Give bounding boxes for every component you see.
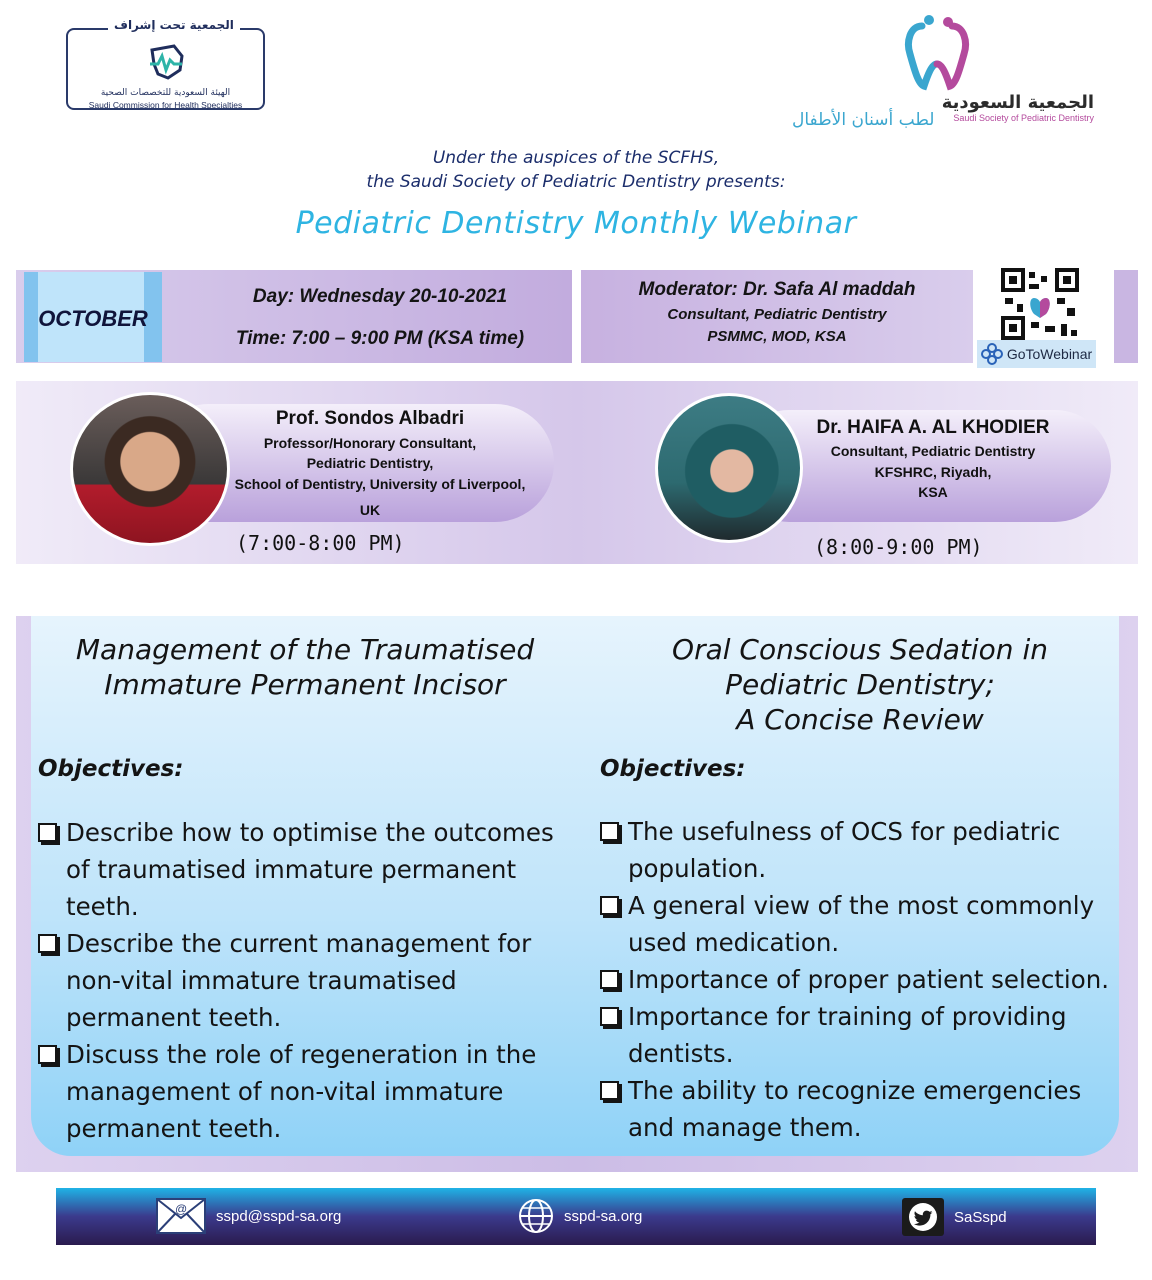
sspd-arabic-line2: لطب أسنان الأطفال [792, 110, 935, 130]
objective-text: Describe how to optimise the outcomes of traumatised immature permanent teeth. [66, 818, 554, 921]
scfhs-arabic-top: الجمعية تحت إشراف [108, 18, 240, 32]
envelope-icon [156, 1198, 206, 1234]
checkbox-icon [600, 896, 619, 915]
footer-email[interactable] [156, 1198, 341, 1234]
moderator-name: Moderator: Dr. Safa Al maddah [638, 279, 916, 300]
speaker-1-country: UK [359, 502, 381, 518]
objective-text: A general view of the most commonly used medication. [628, 891, 1095, 957]
speaker-2-title: Consultant, Pediatric Dentistry [830, 443, 1036, 459]
topic-2-title-line: Oral Conscious Sedation in [672, 633, 1048, 666]
objective-item [598, 961, 1128, 998]
objective-item [598, 887, 1128, 961]
speaker-2-photo [655, 393, 803, 543]
footer-twitter[interactable] [902, 1198, 1007, 1236]
speaker-1-specialty: Pediatric Dentistry, [306, 455, 434, 471]
month-label: OCTOBER [38, 306, 148, 331]
intro-line-1: Under the auspices of the SCFHS, [432, 148, 720, 168]
qr-code-icon[interactable] [1001, 268, 1079, 340]
speaker-2-name: Dr. HAIFA A. AL KHODIER [816, 417, 1050, 438]
scfhs-map-icon [144, 40, 188, 84]
topic-1-objectives-label: Objectives: [38, 756, 184, 782]
topic-2-objectives-label: Objectives: [600, 756, 746, 782]
objective-item [598, 1072, 1128, 1146]
gotowebinar-label: GoToWebinar [1006, 346, 1093, 362]
footer-twitter-text[interactable]: SaSspd [954, 1208, 1007, 1226]
checkbox-icon [38, 934, 57, 953]
speaker-2-country: KSA [918, 484, 948, 500]
twitter-bird-icon [908, 1202, 938, 1232]
objective-item [36, 1036, 581, 1147]
topic-2-title [600, 632, 1120, 737]
objective-text: Describe the current management for non-vital immature traumatised permanent teeth. [66, 929, 532, 1032]
scfhs-english-name: Saudi Commission for Health Specialties [88, 100, 243, 110]
sspd-logo [788, 14, 1098, 129]
topic-2-title-line: Pediatric Dentistry; [725, 668, 995, 701]
svg-text:@: @ [175, 1202, 188, 1216]
scfhs-logo [66, 18, 265, 110]
event-time: Time: 7:00 – 9:00 PM (KSA time) [235, 328, 525, 349]
moderator-role: Consultant, Pediatric Dentistry [667, 306, 887, 323]
objective-text: Importance of proper patient selection. [628, 965, 1110, 994]
globe-icon [518, 1198, 554, 1234]
topic-1-title [40, 632, 570, 702]
gotowebinar-badge[interactable] [977, 340, 1096, 368]
checkbox-icon [38, 1045, 57, 1064]
objective-text: Importance for training of providing dentists. [628, 1002, 1067, 1068]
speaker-1-institution: School of Dentistry, University of Liverpool, [234, 476, 526, 492]
sspd-arabic-line1: الجمعية السعودية [941, 92, 1094, 113]
twitter-icon [902, 1198, 944, 1236]
topic-1-title-line: Management of the Traumatised [75, 633, 535, 666]
speaker-1-name: Prof. Sondos Albadri [275, 408, 465, 429]
footer-email-text[interactable]: sspd@sspd-sa.org [216, 1207, 342, 1225]
moderator-institution: PSMMC, MOD, KSA [707, 328, 847, 345]
scfhs-arabic-name: الهيئة السعودية للتخصصات الصحية [100, 88, 231, 98]
sspd-english-name: Saudi Society of Pediatric Dentistry [953, 113, 1094, 123]
topic-2-title-line: A Concise Review [736, 703, 984, 736]
speaker-2-institution: KFSHRC, Riyadh, [874, 464, 992, 480]
objective-text: The ability to recognize emergencies and manage them. [628, 1076, 1082, 1142]
checkbox-icon [600, 822, 619, 841]
topic-1-objectives-list [36, 814, 581, 1147]
speaker-1-time-slot: (7:00-8:00 PM) [236, 531, 405, 555]
objective-text: The usefulness of OCS for pediatric population. [628, 817, 1061, 883]
speaker-2-time-slot: (8:00-9:00 PM) [814, 535, 983, 559]
objective-item [598, 998, 1128, 1072]
objective-item [36, 814, 581, 925]
checkbox-icon [600, 1081, 619, 1100]
speaker-1-title: Professor/Honorary Consultant, [263, 435, 477, 451]
topic-1-title-line: Immature Permanent Incisor [104, 668, 506, 701]
page-title: Pediatric Dentistry Monthly Webinar [295, 206, 857, 241]
checkbox-icon [600, 970, 619, 989]
objective-text: Discuss the role of regeneration in the management of non-vital immature permanent teeth. [66, 1040, 537, 1143]
checkbox-icon [600, 1007, 619, 1026]
footer-website-text[interactable]: sspd-sa.org [564, 1207, 643, 1225]
checkbox-icon [38, 823, 57, 842]
gotowebinar-flower-icon [981, 343, 1003, 365]
topic-2-objectives-list [598, 813, 1128, 1146]
objective-item [36, 925, 581, 1036]
intro-line-2: the Saudi Society of Pediatric Dentistry presents: [366, 172, 786, 192]
objective-item [598, 813, 1128, 887]
band-end-strip [1114, 270, 1138, 363]
event-day: Day: Wednesday 20-10-2021 [252, 286, 508, 307]
tooth-logo-icon [902, 14, 972, 94]
footer-website[interactable] [518, 1198, 642, 1234]
